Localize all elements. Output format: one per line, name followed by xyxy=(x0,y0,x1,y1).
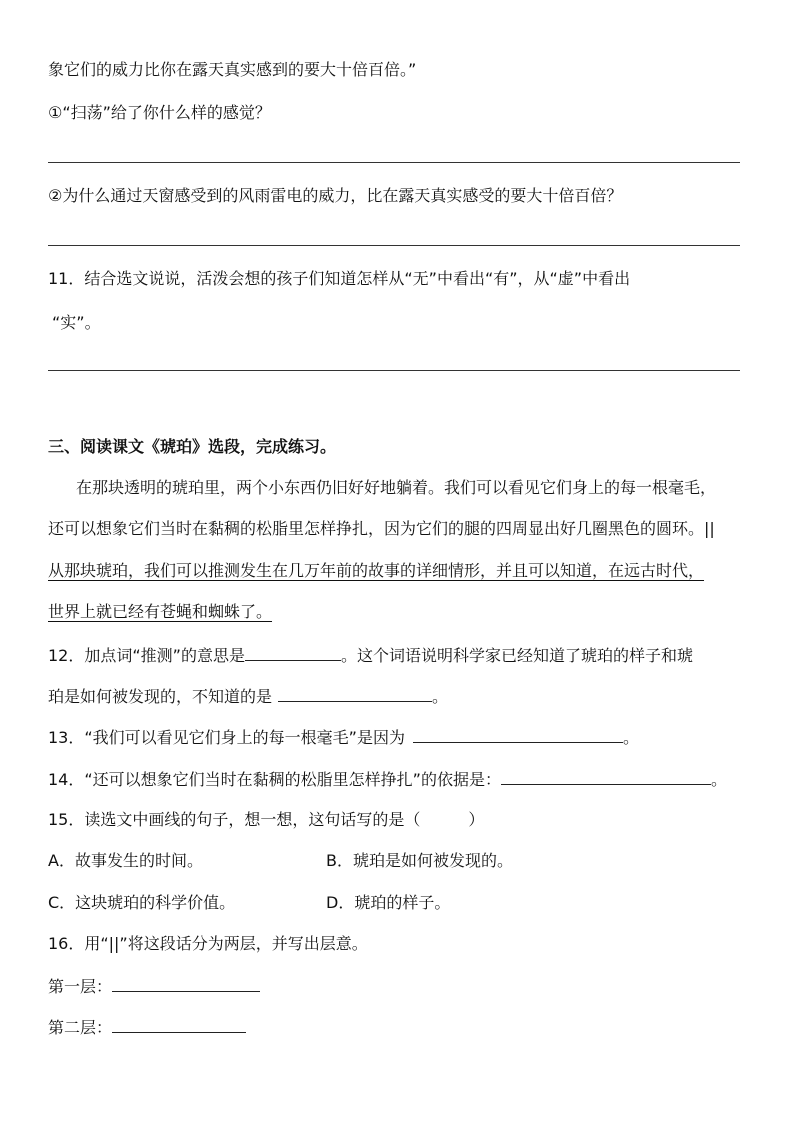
section-title: 三、阅读课文《琥珀》选段，完成练习。 xyxy=(48,437,337,456)
answer-line[interactable] xyxy=(48,162,740,163)
question-14-text: 14．“还可以想象它们当时在黏稠的松脂里怎样挣扎”的依据是： xyxy=(48,770,501,789)
passage-line: 还可以想象它们当时在黏稠的松脂里怎样挣扎，因为它们的腿的四周显出好几圈黑色的圆环。|| xyxy=(48,519,715,538)
answer-blank[interactable] xyxy=(501,768,711,785)
question-12-text: 。这个词语说明科学家已经知道了琥珀的样子和琥 xyxy=(340,646,693,665)
passage-quote-end: 象它们的威力比你在露天真实感到的要大十倍百倍。” xyxy=(48,60,417,79)
question-13-text: 。 xyxy=(622,728,639,747)
option-a[interactable]: A．故事发生的时间。 xyxy=(48,851,203,870)
question-12-cont xyxy=(48,685,448,708)
answer-blank[interactable] xyxy=(413,726,623,743)
option-b[interactable]: B．琥珀是如何被发现的。 xyxy=(326,851,513,870)
layer-1-label: 第一层： xyxy=(48,977,113,996)
layer-1 xyxy=(48,975,260,998)
passage-underlined-line: 从那块琥珀，我们可以推测发生在几万年前的故事的详细情形，并且可以知道，在远古时代， xyxy=(48,561,705,580)
layer-2 xyxy=(48,1016,246,1039)
question-13-text: 13．“我们可以看见它们身上的每一根毫毛”是因为 xyxy=(48,728,405,747)
option-d[interactable]: D．琥珀的样子。 xyxy=(326,893,451,912)
question-14 xyxy=(48,768,727,791)
question-11-text: 11．结合选文说说，活泼会想的孩子们知道怎样从“无”中看出“有”，从“虚”中看出 xyxy=(48,269,631,288)
layer-2-label: 第二层： xyxy=(48,1018,113,1037)
question-14-text: 。 xyxy=(710,770,727,789)
answer-blank[interactable] xyxy=(112,1016,246,1033)
question-12-text: 12．加点词“推测”的意思是 xyxy=(48,646,245,665)
answer-line[interactable] xyxy=(48,245,740,246)
question-12-text: 珀是如何被发现的，不知道的是 xyxy=(48,687,273,706)
passage-underlined-line: 世界上就已经有苍蝇和蜘蛛了。 xyxy=(48,602,273,621)
option-c[interactable]: C．这块琥珀的科学价值。 xyxy=(48,893,236,912)
question-10-1: ①“扫荡”给了你什么样的感觉？ xyxy=(48,103,271,122)
question-12-text: 。 xyxy=(432,687,449,706)
question-10-2: ②为什么通过天窗感受到的风雨雷电的威力，比在露天真实感受的要大十倍百倍？ xyxy=(48,186,623,205)
question-13 xyxy=(48,726,639,749)
question-15: 15．读选文中画线的句子，想一想，这句话写的是（ ） xyxy=(48,810,485,829)
answer-blank[interactable] xyxy=(112,975,260,992)
answer-line[interactable] xyxy=(48,370,740,371)
question-11-text-cont: “实”。 xyxy=(52,313,101,332)
answer-blank[interactable] xyxy=(278,685,432,702)
answer-blank[interactable] xyxy=(245,644,341,661)
passage-line: 在那块透明的琥珀里，两个小东西仍旧好好地躺着。我们可以看见它们身上的每一根毫毛， xyxy=(76,478,717,497)
question-16: 16．用“||”将这段话分为两层，并写出层意。 xyxy=(48,934,368,953)
question-12 xyxy=(48,644,693,667)
